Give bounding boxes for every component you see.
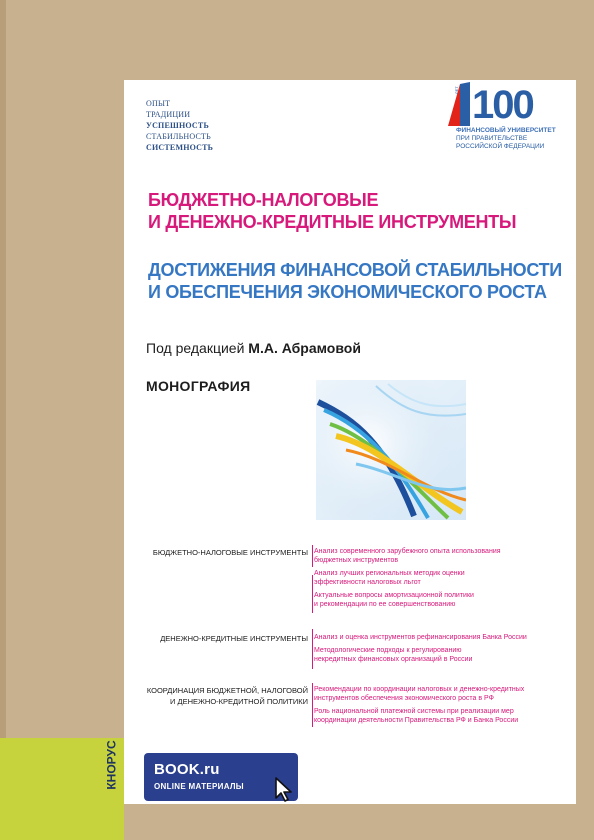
university-name-line: ФИНАНСОВЫЙ УНИВЕРСИТЕТ	[456, 127, 556, 134]
logo-small-text: ЛЕТ	[454, 86, 459, 94]
title-line: БЮДЖЕТНО-НАЛОГОВЫЕ	[148, 190, 379, 210]
title-line: И ДЕНЕЖНО-КРЕДИТНЫЕ ИНСТРУМЕНТЫ	[148, 212, 517, 232]
spine-fold	[0, 0, 6, 840]
cover-illustration	[316, 380, 466, 520]
topic-items	[314, 633, 584, 668]
topic-label: ДЕНЕЖНО-КРЕДИТНЫЕ ИНСТРУМЕНТЫ	[160, 634, 308, 643]
abstract-art-image	[316, 380, 466, 520]
cursor-arrow-icon	[274, 776, 296, 802]
book-type: МОНОГРАФИЯ	[146, 378, 251, 394]
topic-items	[314, 685, 584, 729]
title-line: ДОСТИЖЕНИЯ ФИНАНСОВОЙ СТАБИЛЬНОСТИ	[148, 260, 562, 280]
publisher-name: КНОРУС	[105, 740, 119, 790]
motto-line: УСПЕШНОСТЬ	[146, 121, 209, 130]
topic-item: Анализ современного зарубежного опыта использования бюджетных инструментов	[314, 548, 501, 564]
topic-item: Методологические подходы к регулированию некредитных финансовых организаций в России	[314, 647, 473, 663]
topic-divider	[312, 575, 313, 613]
book-ru-title: BOOK.ru	[154, 761, 220, 778]
topic-divider	[312, 629, 313, 669]
motto-line: ОПЫТ	[146, 99, 171, 108]
university-name-line: РОССИЙСКОЙ ФЕДЕРАЦИИ	[456, 143, 545, 150]
publisher-logo	[100, 720, 124, 810]
topic-label	[147, 685, 308, 707]
university-name	[456, 127, 556, 151]
topic-items	[314, 547, 584, 613]
topics-section	[124, 545, 576, 725]
topic-item: Анализ и оценка инструментов рефинансирования Банка России	[314, 634, 527, 641]
topic-label: БЮДЖЕТНО-НАЛОГОВЫЕ ИНСТРУМЕНТЫ	[152, 548, 308, 557]
topic-label-line: И ДЕНЕЖНО-КРЕДИТНОЙ ПОЛИТИКИ	[170, 697, 308, 706]
topic-item: Роль национальной платежной системы при реализации мер координации деятельности Правительства РФ и Банка России	[314, 708, 519, 724]
frame-left	[0, 0, 124, 840]
topic-divider	[312, 683, 313, 727]
topic-label-line: КООРДИНАЦИЯ БЮДЖЕТНОЙ, НАЛОГОВОЙ	[146, 686, 308, 695]
book-title-main	[148, 189, 578, 233]
logo-number: 100	[472, 83, 533, 127]
topic-item: Актуальные вопросы амортизационной политики и рекомендации по ее совершенствованию	[314, 592, 474, 608]
editor-line	[146, 340, 361, 356]
motto-line: ТРАДИЦИИ	[146, 110, 191, 119]
motto-line: СТАБИЛЬНОСТЬ	[146, 132, 211, 141]
editor-prefix: Под редакцией	[146, 340, 249, 356]
book-ru-subtitle: ONLINE МАТЕРИАЛЫ	[154, 782, 244, 791]
topic-item: Рекомендации по координации налоговых и денежно-кредитных инструментов обеспечения экономического роста в РФ	[314, 686, 525, 702]
book-title-sub	[148, 259, 578, 303]
motto-line: СИСТЕМНОСТЬ	[146, 143, 214, 152]
motto	[146, 98, 213, 153]
university-emblem-icon	[446, 74, 556, 130]
title-line: И ОБЕСПЕЧЕНИЯ ЭКОНОМИЧЕСКОГО РОСТА	[148, 282, 547, 302]
university-name-line: ПРИ ПРАВИТЕЛЬСТВЕ	[456, 135, 528, 142]
topic-item: Анализ лучших региональных методик оценки эффективности налоговых льгот	[314, 570, 465, 586]
editor-name: М.А. Абрамовой	[248, 340, 361, 356]
topic-divider	[312, 545, 313, 567]
